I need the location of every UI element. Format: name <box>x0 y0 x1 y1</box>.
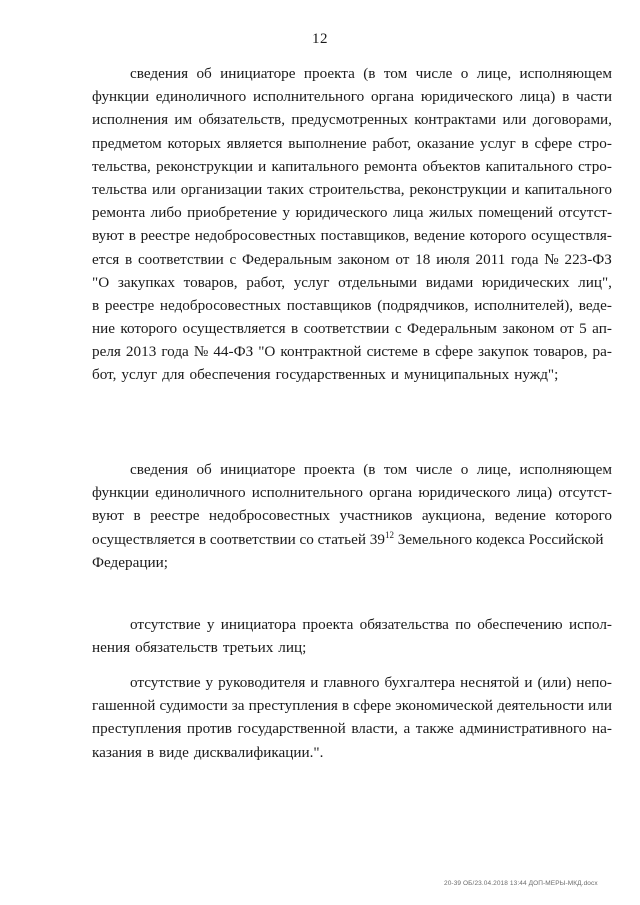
word: государственных <box>275 366 386 384</box>
word: которого <box>555 507 612 525</box>
word: "О <box>258 343 276 361</box>
word: 5 <box>579 320 587 338</box>
word: функции <box>92 484 149 502</box>
word: (подрядчиков, <box>377 296 469 314</box>
text-line <box>92 636 612 659</box>
paragraph-obligations <box>92 613 612 659</box>
word: и <box>310 674 319 691</box>
word: законом <box>502 320 555 338</box>
word: функции <box>92 88 149 106</box>
word: (или) <box>537 674 572 691</box>
word: сведения <box>130 461 189 478</box>
text-line <box>92 248 612 271</box>
word: оказание <box>416 134 475 152</box>
word: законом <box>337 250 390 268</box>
word: и <box>511 180 520 198</box>
word: неснятой <box>460 674 520 691</box>
text-line-part: Федерации; <box>92 553 168 571</box>
word: ремонта <box>364 157 418 175</box>
word: "О <box>92 273 110 291</box>
word: участников <box>339 507 413 525</box>
text-line <box>92 551 612 574</box>
word: вуют <box>92 227 125 245</box>
word: проекта <box>303 461 355 478</box>
text-line <box>92 481 612 504</box>
word: видами <box>425 273 474 291</box>
word: товаров, <box>533 343 588 361</box>
word: предметом <box>92 134 162 152</box>
word: реестре <box>140 227 190 245</box>
text-line <box>92 717 612 740</box>
word: руководителя <box>218 674 306 691</box>
word: лице, <box>476 461 512 478</box>
word: лиц; <box>278 639 307 657</box>
word: бухгалтера <box>384 674 456 691</box>
word: в <box>128 227 136 245</box>
word: от <box>559 320 574 338</box>
word: приобретение <box>187 204 277 222</box>
word: 2011 <box>475 250 506 268</box>
word: против <box>186 720 232 738</box>
word: административного <box>459 720 587 738</box>
word: том <box>383 461 408 478</box>
word: испол- <box>568 616 612 633</box>
word: работ, <box>246 273 285 291</box>
word: в <box>125 250 133 268</box>
word: исполняющем <box>519 65 612 82</box>
word: закупок <box>477 343 529 361</box>
word: единоличного <box>155 88 247 106</box>
word: юридического <box>420 88 513 106</box>
paragraph-registry-suppliers <box>92 62 612 387</box>
word: проекта <box>302 616 354 633</box>
word: обеспечения <box>189 366 271 384</box>
word: юридических <box>481 273 570 291</box>
word: обязательства <box>359 616 449 633</box>
word: помещений <box>478 204 553 222</box>
word: также <box>415 720 454 738</box>
word: реестре <box>150 507 200 525</box>
text-line <box>92 613 612 636</box>
word: 223-ФЗ <box>564 250 612 268</box>
word: от <box>395 250 410 268</box>
word: вуют <box>92 507 125 525</box>
word: проекта <box>303 65 355 82</box>
word: сфере <box>353 697 392 715</box>
word: с <box>229 250 237 268</box>
word: а <box>403 720 411 738</box>
word: власти, <box>351 720 398 738</box>
document-footer-code: 20-39 ОБ/23.04.2018 13:44 ДОП-МЕРЫ-МКД.docx <box>444 880 598 887</box>
word: инициатора <box>220 616 297 633</box>
word: стро- <box>578 134 612 152</box>
word: поставщиков, <box>320 227 410 245</box>
word: отсутствие <box>130 616 201 633</box>
text-line <box>92 132 612 155</box>
word: отсутст- <box>558 204 612 222</box>
word: или <box>588 697 612 715</box>
word: недобросовестных <box>194 227 316 245</box>
paragraph-criminal-record <box>92 671 612 764</box>
word: реконструкции <box>155 157 253 175</box>
word: преступления <box>92 720 182 738</box>
word: инициаторе <box>220 461 296 478</box>
word: отдельными <box>338 273 417 291</box>
text-line <box>92 155 612 178</box>
word: им <box>174 111 193 129</box>
word: для <box>162 366 185 384</box>
word: сведения <box>130 65 189 82</box>
word: (в <box>363 461 376 478</box>
word: и <box>390 366 400 384</box>
word: обеспечению <box>477 616 563 633</box>
text-line <box>92 317 612 340</box>
word: работ, <box>372 134 412 152</box>
word: третьих <box>222 639 274 657</box>
text-line <box>92 694 612 717</box>
word: органа <box>371 88 415 106</box>
article-superscript: 12 <box>384 529 394 540</box>
text-line <box>92 504 612 527</box>
word: капитального <box>271 157 359 175</box>
word: ведение <box>494 507 546 525</box>
text-line <box>92 201 612 224</box>
word: лиц", <box>578 273 612 291</box>
word: тельства, <box>92 157 151 175</box>
word: у <box>206 616 215 633</box>
paragraph-registry-auction <box>92 458 612 574</box>
word: года <box>161 343 189 361</box>
word: исполняющем <box>519 461 612 478</box>
word: ние <box>92 320 115 338</box>
word: Федеральным <box>406 320 497 338</box>
word: ремонта <box>92 204 146 222</box>
word: исполнительного <box>252 88 365 106</box>
word: и <box>258 157 267 175</box>
text-line <box>92 340 612 363</box>
word: ведение <box>413 227 465 245</box>
text-line-part <box>92 528 603 551</box>
word: реля <box>92 343 121 361</box>
word: № <box>193 343 209 361</box>
word: за <box>231 697 245 715</box>
word: услуг <box>121 366 158 384</box>
text-line <box>92 62 612 85</box>
word: в <box>133 507 141 525</box>
text-line <box>92 363 612 386</box>
word: недобросовестных <box>208 507 330 525</box>
word: закупках <box>117 273 175 291</box>
word: реконструкции <box>409 180 507 198</box>
word: по <box>455 616 471 633</box>
word: поставщиков <box>286 296 372 314</box>
word: капитального <box>524 180 612 198</box>
word: отсутствие <box>130 674 201 691</box>
text-line <box>92 108 612 131</box>
text-line <box>92 741 612 764</box>
word: веде- <box>578 296 612 314</box>
word: которого <box>120 320 178 338</box>
word: осуществля- <box>531 227 612 245</box>
word: лице, <box>476 65 512 82</box>
word: лица) <box>516 484 553 502</box>
word: в <box>146 743 155 761</box>
word: единоличного <box>155 484 246 502</box>
word: муниципальных <box>404 366 510 384</box>
word: недобросовестных <box>159 296 282 314</box>
word: с <box>394 320 402 338</box>
word: предусмотренных <box>291 111 408 129</box>
word: услуг <box>479 134 516 152</box>
word: в <box>92 296 100 314</box>
word: которого <box>469 227 527 245</box>
word: или <box>151 180 176 198</box>
word: соответствии <box>303 320 390 338</box>
word: органа <box>369 484 413 502</box>
word: в <box>521 134 529 152</box>
word: нужд"; <box>514 366 559 384</box>
word: организации <box>180 180 263 198</box>
text-line <box>92 85 612 108</box>
word: судимости <box>159 697 228 715</box>
word: 44-ФЗ <box>213 343 254 361</box>
word: товаров, <box>183 273 238 291</box>
word: 18 <box>415 250 431 268</box>
word: том <box>383 65 408 82</box>
word: реестре <box>104 296 155 314</box>
word: объектов <box>422 157 481 175</box>
word: Федеральным <box>241 250 332 268</box>
text-line-with-superscript <box>92 528 612 551</box>
word: исполнителей), <box>474 296 574 314</box>
word: преступления <box>248 697 338 715</box>
word: лица <box>392 204 424 222</box>
word: осуществляется <box>182 320 286 338</box>
word: услуг <box>293 273 330 291</box>
word: сфере <box>534 134 573 152</box>
word: о <box>460 65 469 82</box>
word: строительства, <box>308 180 405 198</box>
word: либо <box>150 204 182 222</box>
word: части <box>576 88 612 106</box>
word: июля <box>436 250 470 268</box>
word: лица) <box>519 88 556 106</box>
word: в <box>422 343 431 361</box>
word: аукциона, <box>421 507 486 525</box>
word: на- <box>591 720 612 738</box>
text-line <box>92 178 612 201</box>
text-line <box>92 294 612 317</box>
word: казания <box>92 743 142 761</box>
word: у <box>282 204 291 222</box>
word: об <box>196 65 212 82</box>
word: у <box>205 674 214 691</box>
word: (в <box>363 65 376 82</box>
word: или <box>502 111 527 129</box>
word: ап- <box>592 320 612 338</box>
word: главного <box>323 674 380 691</box>
word: исполнительного <box>251 484 363 502</box>
word: таких <box>267 180 304 198</box>
word: обязательств, <box>198 111 286 129</box>
word: ра- <box>592 343 612 361</box>
article-reference: осуществляется в соответствии со статьей 39 <box>92 530 385 548</box>
word: договорами, <box>532 111 612 129</box>
word: капитального <box>485 157 573 175</box>
word: и <box>524 674 533 691</box>
text-line <box>92 671 612 694</box>
word: ется <box>92 250 120 268</box>
word: юридического <box>418 484 511 502</box>
text-line <box>92 458 612 481</box>
word: государственной <box>237 720 346 738</box>
word: юридического <box>295 204 388 222</box>
word: об <box>196 461 212 478</box>
word: исполнения <box>92 111 169 129</box>
word: инициаторе <box>220 65 296 82</box>
word: о <box>460 461 469 478</box>
word: жилых <box>428 204 473 222</box>
word: соответствии <box>137 250 224 268</box>
text-line <box>92 271 612 294</box>
word: в <box>291 320 299 338</box>
word: года <box>511 250 539 268</box>
word: контрактной <box>280 343 362 361</box>
word: в <box>562 88 570 106</box>
word: виде <box>159 743 189 761</box>
word: дисквалификации.". <box>193 743 324 761</box>
text-line <box>92 224 612 247</box>
word: системе <box>366 343 418 361</box>
word: тельства <box>92 180 147 198</box>
word: деятельности <box>497 697 585 715</box>
code-reference: Земельного кодекса Российской <box>393 530 604 548</box>
word: сфере <box>435 343 473 361</box>
word: непо- <box>576 674 612 691</box>
word: 2013 <box>125 343 157 361</box>
word: бот, <box>92 366 117 384</box>
word: является <box>226 134 283 152</box>
word: числе <box>415 65 453 82</box>
word: числе <box>415 461 453 478</box>
word: гашенной <box>92 697 156 715</box>
word: выполнение <box>288 134 367 152</box>
word: которых <box>167 134 221 152</box>
word: в <box>342 697 350 715</box>
word: стро- <box>578 157 612 175</box>
page-number: 12 <box>312 31 328 47</box>
word: № <box>544 250 559 268</box>
word: нения <box>92 639 131 657</box>
word: экономической <box>395 697 493 715</box>
word: отсутст- <box>558 484 612 502</box>
word: обязательств <box>135 639 218 657</box>
word: контрактами <box>414 111 497 129</box>
